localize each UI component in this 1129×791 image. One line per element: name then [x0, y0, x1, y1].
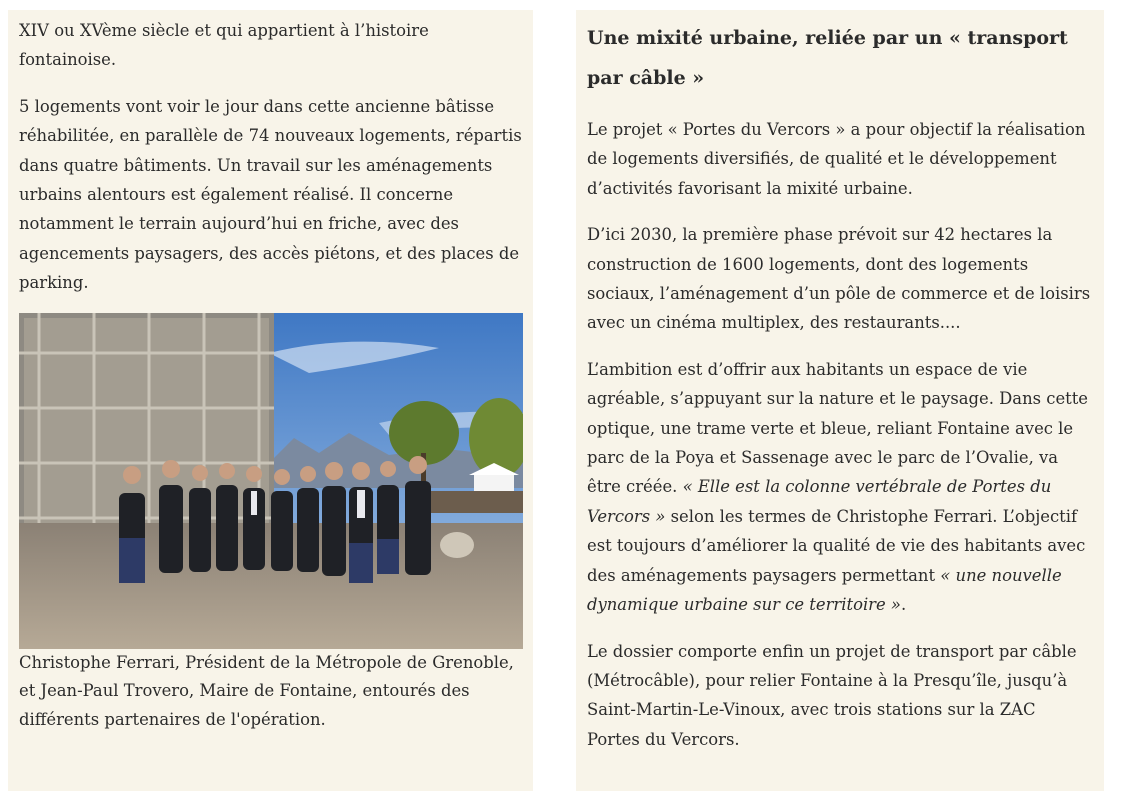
paragraph-phase: D’ici 2030, la première phase prévoit sur 42 hectares la construction de 1600 logements, dont des logements sociaux, l’aménagement d’un pôle de commerce et de loisirs avec un cinéma multiplex, des restaurants.... [587, 225, 1091, 333]
paragraph-history: XIV ou XVème siècle et qui appartient à l’histoire fontainoise. [19, 21, 429, 70]
paragraph-cable: Le dossier comporte enfin un projet de transport par câble (Métrocâble), pour relier Fontaine à la Presqu’île, jusqu’à Saint-Martin-Le-Vinoux, avec trois stations sur la ZAC Portes du Vercors. [587, 641, 1077, 749]
paragraph-housing: 5 logements vont voir le jour dans cette ancienne bâtisse réhabilitée, en parallèle de 74 nouveaux logements, répartis dans quatre bâtiments. Un travail sur les aménagements urbains alentours est également réalisé. Il concerne notamment le terrain aujourd’hui en friche, avec des agencements paysagers, des accès piétons, et des places de parking. [19, 96, 522, 293]
quote-backbone: « Elle est la colonne vertébrale de Portes du Vercors » [587, 477, 1052, 526]
ambition-text-a: L’ambition est d’offrir aux habitants un espace de vie agréable, s’appuyant sur la nature et le paysage. Dans cette optique, une trame verte et bleue, reliant Fontaine avec le parc de la Poya et Sassenage avec le parc de l’Ovalie, va être créée. [587, 359, 1089, 497]
section-heading: Une mixité urbaine, reliée par un « transport par câble » [587, 27, 1068, 89]
paragraph-project: Le projet « Portes du Vercors » a pour objectif la réalisation de logements diversifiés, de qualité et le développement d’activités favorisant la mixité urbaine. [587, 120, 1086, 198]
left-column [8, 10, 533, 791]
quote-dynamic: « une nouvelle dynamique urbaine sur ce territoire » [587, 565, 1062, 615]
photo-caption: Christophe Ferrari, Président de la Métropole de Grenoble, et Jean-Paul Trovero, Maire de Fontaine, entourés des différents partenaires de l'opération. [19, 652, 514, 729]
right-column [576, 10, 1104, 791]
paragraph-ambition [587, 355, 1093, 620]
group-photo [19, 313, 523, 649]
ambition-text-c: . [900, 595, 907, 615]
ambition-text-b: selon les termes de Christophe Ferrari. L’objectif est toujours d’améliorer la qualité de vie des habitants avec des aménagements paysagers permettant [587, 506, 1086, 585]
